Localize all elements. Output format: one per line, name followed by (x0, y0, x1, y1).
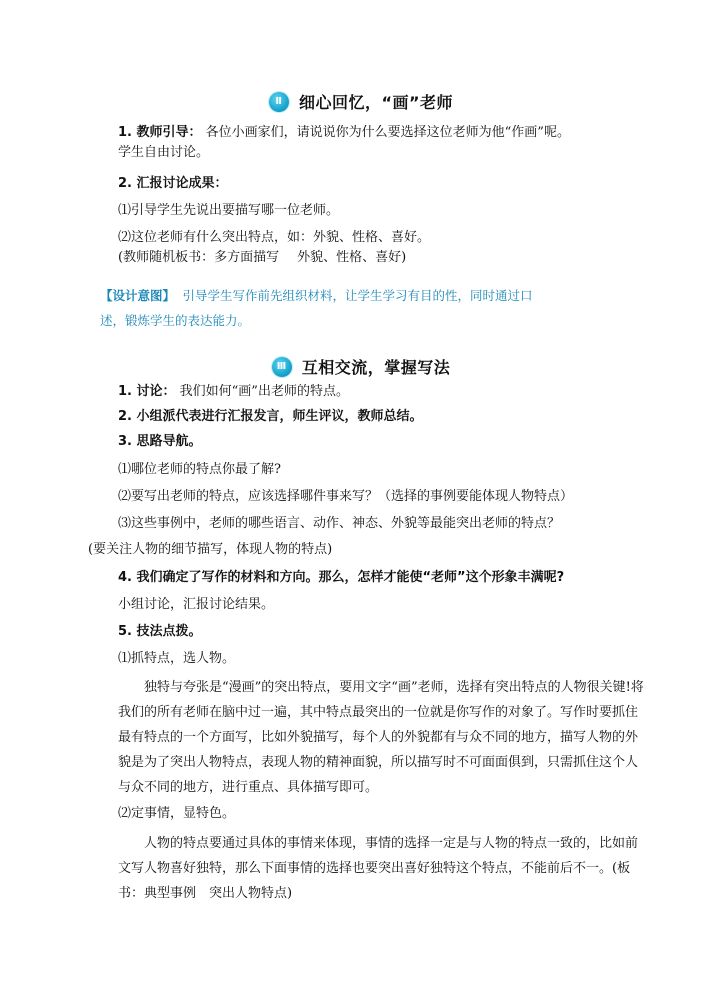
design-intent-note (100, 283, 660, 333)
item-5: 5. 技法点拨。 (118, 624, 202, 639)
board-note-b: 外貌、性格、喜好) (297, 250, 407, 265)
item-2-label: 2. 汇报讨论成果： (118, 176, 228, 191)
item-2-sub-2: ⑵这位老师有什么突出特点，如：外貌、性格、喜好。 (118, 230, 431, 245)
item-4: 4. 我们确定了写作的材料和方向。那么，怎样才能使“老师”这个形象丰满呢? (118, 570, 565, 585)
tip-1-paragraph: 独特与夸张是“漫画”的突出特点，要用文字“画”老师，选择有突出特点的人物很关键!将我们的所有老师在脑中过一遍，其中特点最突出的一位就是你写作的对象了。写作时要抓住最有特点的一个方面写，比如外貌描写，每个人的外貌都有与众不同的地方，描写人物的外貌是为了突出人物特点，表现人物的精神面貌，所以描写时不可面面俱到，只需抓住这个人与众不同的地方，进行重点、具体描写即可。 (118, 680, 644, 795)
item-2-sub-1: ⑴引导学生先说出要描写哪一位老师。 (118, 203, 340, 218)
question-1: ⑴哪位老师的特点你最了解? (118, 462, 281, 477)
design-intent-tag: 【设计意图】 (100, 288, 176, 303)
item-text: 各位小画家们，请说说你为什么要选择这位老师为他“作画”呢。 (205, 125, 570, 140)
roman-numeral-2-icon: Ⅱ (269, 92, 289, 112)
item-1-continuation: 学生自由讨论。 (118, 145, 210, 160)
section-heading-2 (0, 90, 722, 113)
question-2: ⑵要写出老师的特点，应该选择哪件事来写？（选择的事例要能体现人物特点） (118, 489, 574, 504)
board-note-a: (教师随机板书：多方面描写 (118, 250, 280, 265)
design-intent-text-2: 述，锻炼学生的表达能力。 (100, 313, 251, 328)
item-2: 2. 小组派代表进行汇报发言，师生评议，教师总结。 (118, 409, 423, 424)
item-text: 我们如何“画”出老师的特点。 (179, 384, 349, 399)
section-heading-3 (0, 355, 722, 378)
section-title: 细心回忆，“画”老师 (298, 93, 454, 112)
section-title: 互相交流，掌握写法 (301, 358, 451, 377)
item-3: 3. 思路导航。 (118, 434, 202, 449)
item-4-continuation: 小组讨论，汇报讨论结果。 (118, 597, 275, 612)
item-1 (118, 383, 349, 401)
design-intent-text-1: 引导学生写作前先组织材料，让学生学习有目的性，同时通过口 (182, 288, 533, 303)
question-3: ⑶这些事例中，老师的哪些语言、动作、神态、外貌等最能突出老师的特点？ (118, 516, 561, 531)
item-1 (118, 124, 570, 142)
item-label: 1. 教师引导： (118, 125, 202, 140)
tip-1-heading: ⑴抓特点，选人物。 (118, 651, 236, 666)
tip-2-paragraph: 人物的特点要通过具体的事情来体现，事情的选择一定是与人物的特点一致的，比如前文写人物喜好独特，那么下面事情的选择也要突出喜好独特这个特点，不能前后不一。(板书：典型事例 突出人物特点) (118, 836, 639, 901)
item-label: 1. 讨论： (118, 384, 176, 399)
board-note (118, 249, 406, 267)
question-3-continuation: (要关注人物的细节描写，体现人物的特点) (88, 542, 333, 557)
roman-numeral-3-icon: Ⅲ (272, 357, 292, 377)
tip-2-heading: ⑵定事情，显特色。 (118, 806, 236, 821)
